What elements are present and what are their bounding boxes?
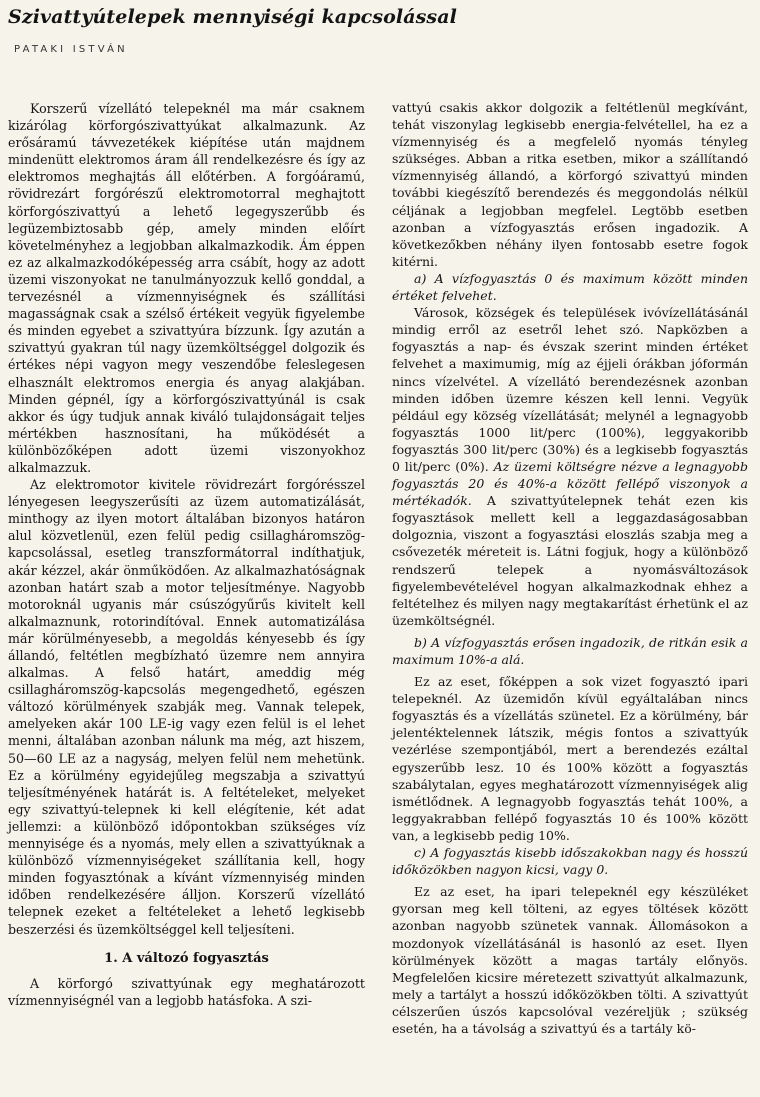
- subsection-heading-a: a) A vízfogyasztás 0 és maximum között minden értéket felvehet.: [392, 270, 748, 304]
- paragraph: Korszerű vízellátó telepeknél ma már csaknem kizárólag körforgószivattyúkat alkalmazunk. Az erősáramú távvezetékek kiépítése után majdnem mindenütt elektromos áram áll rendelkezésre és így az elektromos meghajtás áll előtérben. A forgóáramú, rövidrezárt forgórészű elektromotorral meghajtott körforgószivattyú a lehető legegyszerűbb és legüzembiztosabb gép, amely minden előírt követelményhez a legjobban alkalmazkodik. Ám éppen ez az alkalmazkodóképesség arra csábít, hogy az adott üzemi viszonyokat ne tanulmányozzuk kellő gonddal, a tervezésnél a vízmennyiségnek és szállítási magasságnak csak a szélső értékeit vegyük figyelembe és minden egyebet a szivattyúra bízzunk. Így azután a szivattyú gyakran túl nagy üzemköltséggel dolgozik és értékes népi vagyon megy veszendőbe feleslegesen elhasznált elektromos energia és anyag alakjában. Minden gépnél, így a körforgószivattyúnál is csak akkor és úgy tudjuk annak kiváló tulajdonságait teljes mértékben hasznosítani, ha működését a különbözőképen adott üzemi viszonyokhoz alkalmazzuk.: [8, 101, 365, 475]
- paragraph-lead: Városok, községek és települések ivóvízellátásánál mindig erről az esetről lehet szó. Napközben a fogyasztás a nap- és évszak szerint minden értéket felvehet a maximumig, míg az éjjeli órákban jóformán nincs vízelvétel. A vízellátó berendezésnek azonban minden időben üzemre készen kell lenni. Vegyük például egy község vízellátását; melynél a legnagyobb fogyasztás 1000 lit/perc (100%), leggyakoribb fogyasztás 300 lit/perc (30%) és a legkisebb fogyasztás 0 lit/perc (0%).: [392, 305, 748, 474]
- text-column-left: [8, 100, 365, 1009]
- paragraph: [392, 304, 748, 629]
- subsection-heading-c: c) A fogyasztás kisebb időszakokban nagy és hosszú időközökben nagyon kicsi, vagy 0.: [392, 845, 748, 878]
- subsection-heading-b: b) A vízfogyasztás erősen ingadozik, de ritkán esik a maximum 10%-a alá.: [392, 634, 748, 667]
- article-title: Szivattyútelepek mennyiségi kapcsolással: [8, 6, 457, 28]
- paragraph: vattyú csakis akkor dolgozik a feltétlenül megkívánt, tehát viszonylag legkisebb energia-felvétellel, ha ez a vízmennyiség és a megfelelő nyomás tényleg szükséges. Abban a ritka esetben, mikor a szállítandó vízmennyiség állandó, a körforgó szivattyú minden további kiegészítő berendezés és meggondolás nélkül céljának a legjobban megfelel. Legtöbb esetben azonban a vízfogyasztás erősen ingadozik. A következőkben néhány ilyen fontosabb esetre fogok kitérni.: [392, 100, 748, 269]
- section-heading: 1. A változó fogyasztás: [104, 950, 269, 966]
- paragraph: A körforgó szivattyúnak egy meghatározott vízmennyiségnél van a legjobb hatásfoka. A szi-: [8, 975, 365, 1008]
- paragraph-tail: A szivattyútelepnek tehát ezen kis fogyasztások mellett kell a leggazdaságosabban dolgoznia, viszont a fogyasztási eloszlás szabja meg a csővezeték méreteit is. Látni fogjuk, hogy a különböző rendszerű telepek a nyomásváltozások figyelembevételével hogyan alkalmazkodnak ehhez a feltételhez és milyen nagy megtakarítást érhetünk el az üzemköltségnél.: [392, 493, 748, 628]
- paragraph: Ez az eset, főképpen a sok vizet fogyasztó ipari telepeknél. Az üzemidőn kívül egyáltalában nincs fogyasztás és a vízellátás szünetel. Ez a körülmény, bár jelentéktelennek látszik, mégis fontos a szivattyúk vezérlése szempontjából, mert a berendezés ezáltal egyszerűbb lesz. 10 és 100% között a fogyasztás szabálytalan, egyes meghatározott vízmennyiségek alig ismétlődnek. A legnagyobb fogyasztás tehát 100%, a leggyakrabban fellépő fogyasztás 10 és 100% között van, a legkisebb pedig 10%.: [392, 674, 748, 843]
- paragraph: Ez az eset, ha ipari telepeknél egy készüléket gyorsan meg kell tölteni, az egyes töltések között azonban nagyobb szünetek vannak. Állomásokon a mozdonyok vízellátásánál is hasonló az eset. Ilyen körülmények között a magas tartály előnyös. Megfelelően kicsire méretezett szivattyút alkalmazunk, mely a tartályt a hosszú időközökben tölti. A szivattyút célszerűen úszós kapcsolóval vezéreljük ; szükség esetén, ha a távolság a szivattyú és a tartály kö-: [392, 884, 748, 1036]
- article-author: PATAKI ISTVÁN: [14, 44, 128, 55]
- paragraph: Az elektromotor kivitele rövidrezárt forgórésszel lényegesen leegyszerűsíti az üzem automatizálását, minthogy az ilyen motort általában bizonyos határon alul közvetlenül, ezen felül pedig csillagháromszög-kapcsolással, esetleg transzformátorral indíthatjuk, akár kézzel, akár önműködően. Az alkalmazhatóságnak azonban határt szab a motor teljesítménye. Nagyobb motoroknál ugyanis már csúszógyűrűs kivitelt kell alkalmaznunk, rotorindítóval. Ennek automatizálása már körülményesebb, a megoldás kényesebb és így állandó, feltétlen megbízható üzemre nem annyira alkalmas. A felső határt, ameddig még csillagháromszög-kapcsolás megengedhető, egészen változó körülmények szabják meg. Vannak telepek, amelyeken akár 100 LE-ig vagy ezen felül is el lehet menni, általában azonban nálunk ma még, azt hiszem, 50—60 LE az a nagyság, melyen felül nem mehetünk. Ez a körülmény egyidejűleg megszabja a szivattyú teljesítményének határát is. A feltételeket, melyeket egy szivattyú-telepnek ki kell elégítenie, két adat jellemzi: a különböző időpontokban szükséges víz mennyisége és a nyomás, mely ellen a szivattyúknak a különböző vízmennyiségeket szállítania kell, hogy minden fogyasztónak a kívánt vízmennyiség minden időben rendelkezésére álljon. Korszerű vízellátó telepnek ezeket a feltételeket a lehető legkisebb beszerzési és üzemköltséggel kell teljesíteni.: [8, 477, 365, 937]
- text-column-right: [392, 99, 748, 1037]
- emphasized-sentence: Az üzemi költségre nézve a legnagyobb fogyasztás 20 és 40%-a között fellépő viszonyok a mértékadók.: [392, 458, 748, 509]
